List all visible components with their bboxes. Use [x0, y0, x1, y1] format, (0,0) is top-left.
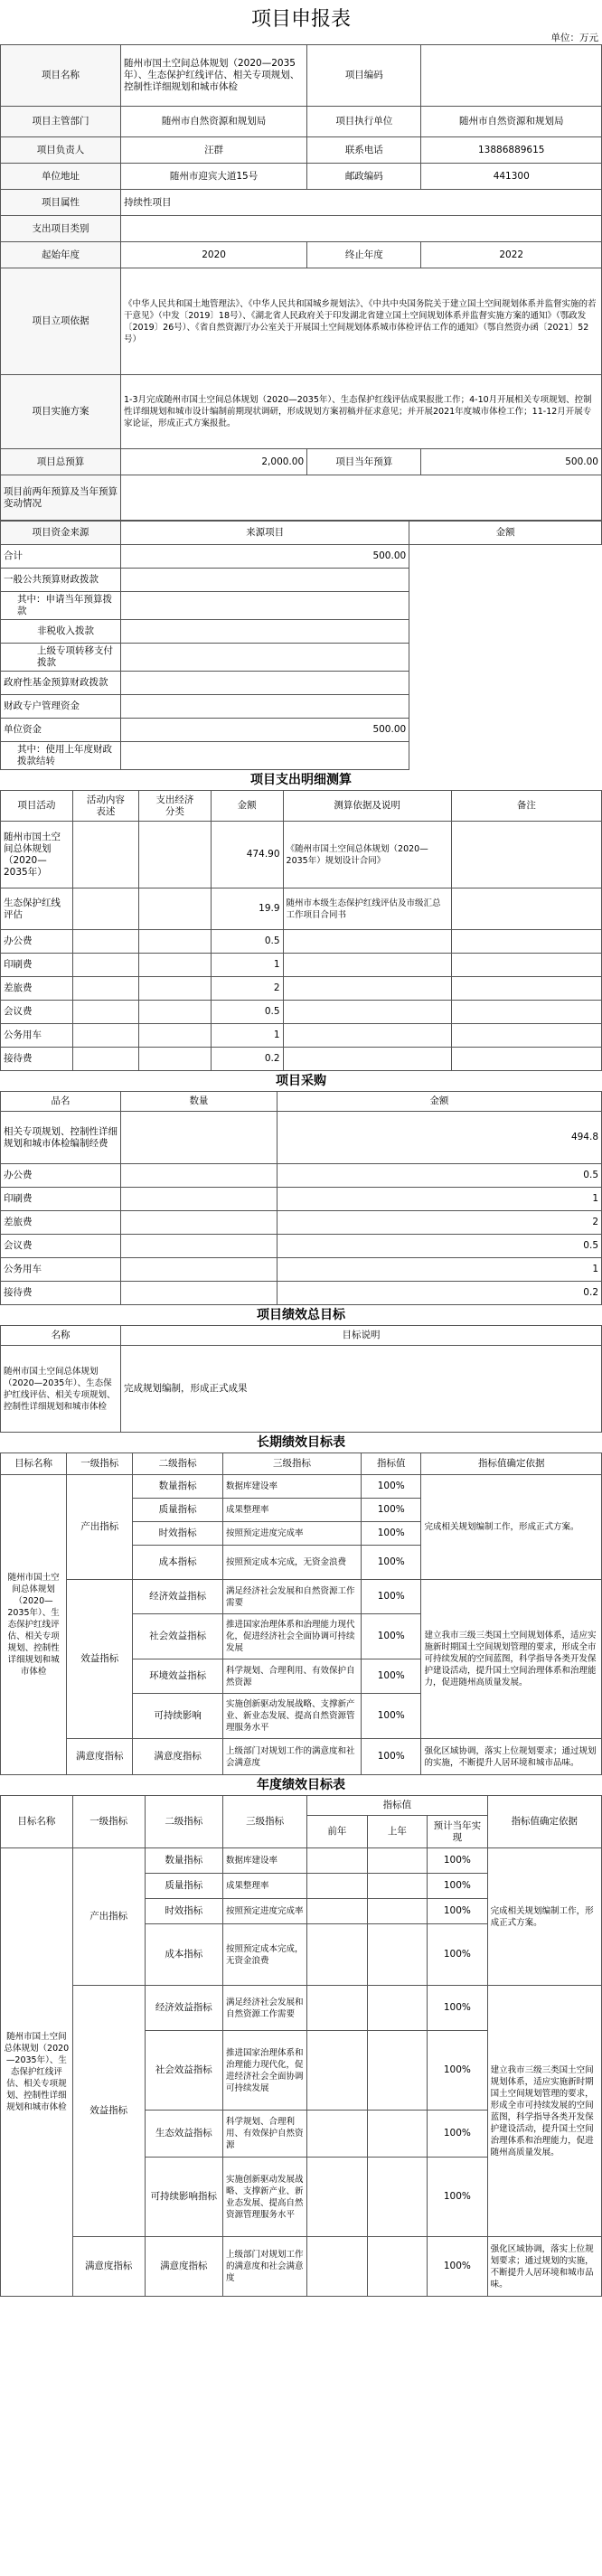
- zip-value: 441300: [421, 164, 602, 190]
- expense-amount: 0.5: [211, 930, 283, 954]
- expense-header: 活动内容 表述: [72, 791, 138, 822]
- phone-value: 13886889615: [421, 137, 602, 164]
- procure-row: [1, 1211, 602, 1235]
- annual-table: [0, 1775, 602, 2297]
- end-value: 2022: [421, 242, 602, 268]
- expense-row: [1, 1024, 602, 1048]
- zip-label: 邮政编码: [307, 164, 421, 190]
- longterm-l3: 推进国家治理体系和治理能力现代化，促进经济社会全面协调可持续发展: [223, 1614, 362, 1659]
- expense-note: [451, 888, 601, 930]
- perf-desc: 完成规划编制，形成正式成果: [121, 1346, 602, 1433]
- longterm-value: 100%: [361, 1475, 421, 1499]
- name-label: 项目名称: [1, 45, 121, 107]
- longterm-l2: 经济效益指标: [133, 1580, 223, 1614]
- procure-header: 品名: [1, 1092, 121, 1112]
- longterm-l3: 实施创新驱动发展战略、支撑新产业、新业态发展、提高自然资源管理服务水平: [223, 1694, 362, 1739]
- annual-title: 年度绩效目标表: [257, 1777, 345, 1792]
- annual-h-l1: 一级指标: [72, 1796, 145, 1848]
- longterm-l3: 按照预定成本完成，无资金浪费: [223, 1546, 362, 1580]
- annual-last: [367, 2158, 428, 2237]
- expense-amount: 19.9: [211, 888, 283, 930]
- annual-prev: [307, 2031, 368, 2111]
- expense-row: [1, 888, 602, 930]
- project-name: 随州市国土空间总体规划（2020—2035年）、生态保护红线评估、相关专项规划、控制性详细规划和城市体检: [121, 45, 307, 107]
- cat-value: [121, 216, 602, 242]
- longterm-target: 随州市国土空间总体规划（2020—2035年）、生态保护红线评估、相关专项规划、控制性详细规划和城市体检: [1, 1475, 67, 1775]
- expense-row: [1, 930, 602, 954]
- longterm-l3: 数据库建设率: [223, 1475, 362, 1499]
- perf-title: 项目绩效总目标: [257, 1307, 345, 1322]
- annual-l3: 按照预定成本完成，无资金浪费: [223, 1924, 307, 1986]
- longterm-row: [1, 1475, 602, 1499]
- annual-l3: 按照预定进度完成率: [223, 1899, 307, 1924]
- total-label: 项目总预算: [1, 449, 121, 475]
- funds-source: 合计: [1, 545, 121, 569]
- expense-econ: [138, 1001, 211, 1024]
- perf-header-desc: 目标说明: [121, 1326, 602, 1346]
- longterm-l2: 成本指标: [133, 1546, 223, 1580]
- longterm-row: [1, 1739, 602, 1775]
- annual-prev: [307, 2111, 368, 2158]
- procure-row: [1, 1164, 602, 1188]
- longterm-title: 长期绩效目标表: [257, 1434, 345, 1450]
- plan-value: 1-3月完成随州市国土空间总体规划（2020—2035年）、生态保护红线评估成果报批工作；4-10月开展相关专项规划、控制性详细规划和城市设计编制前期现状调研，形成规划方案初稿并征求意见；并开展2021年度城市体检工作；11-12月开展专家论证，形成正式方案报批。: [121, 375, 602, 449]
- procure-qty: [121, 1112, 277, 1164]
- funds-amount: [121, 569, 409, 592]
- funds-source: 非税收入拨款: [1, 620, 121, 644]
- annual-basis-output: 完成相关规划编制工作，形成正式方案。: [487, 1848, 601, 1986]
- funds-table: [0, 521, 602, 770]
- procure-name: 接待费: [1, 1282, 121, 1305]
- basis-value: 《中华人民共和国土地管理法》、《中华人民共和国城乡规划法》、《中共中央国务院关于建立国土空间规划体系并监督实施的若干意见》（中发〔2019〕18号）、《湖北省人民政府关于印发湖北省建立国土空间规划体系并监督实施方案的通知》（鄂政发〔2019〕26号）、《省自然资源厅办公室关于开展国土空间规划体系城市体检评估工作的通知》（鄂自然资办函〔2021〕52号）: [121, 268, 602, 375]
- annual-last: [367, 2111, 428, 2158]
- funds-amount: 500.00: [121, 719, 409, 742]
- exec-label: 项目执行单位: [307, 107, 421, 137]
- perf-name: 随州市国土空间总体规划（2020—2035年）、生态保护红线评估、相关专项规划、控制性详细规划和城市体检: [1, 1346, 121, 1433]
- expense-content: [72, 930, 138, 954]
- procure-name: 印刷费: [1, 1188, 121, 1211]
- funds-source: 一般公共预算财政拨款: [1, 569, 121, 592]
- expense-basis: 《随州市国土空间总体规划（2020—2035年）规划设计合同》: [283, 822, 451, 888]
- procure-qty: [121, 1188, 277, 1211]
- procure-amount: 1: [277, 1188, 601, 1211]
- annual-prev: [307, 1899, 368, 1924]
- expense-amount: 474.90: [211, 822, 283, 888]
- expense-row: [1, 1001, 602, 1024]
- longterm-l3: 上级部门对规划工作的满意度和社会满意度: [223, 1739, 362, 1775]
- attr-value: 持续性项目: [121, 190, 602, 216]
- longterm-l1-output: 产出指标: [67, 1475, 133, 1580]
- procure-amount: 0.5: [277, 1164, 601, 1188]
- annual-now: 100%: [428, 1848, 488, 1874]
- attr-label: 项目属性: [1, 190, 121, 216]
- annual-l3: 实施创新驱动发展战略、支撑新产业、新业态发展、提高自然资源管理服务水平: [223, 2158, 307, 2237]
- end-label: 终止年度: [307, 242, 421, 268]
- expense-content: [72, 888, 138, 930]
- annual-now: 100%: [428, 2158, 488, 2237]
- expense-basis: 随州市本级生态保护红线评估及市级汇总工作项目合同书: [283, 888, 451, 930]
- expense-title: 项目支出明细测算: [250, 772, 352, 787]
- procure-name: 相关专项规划、控制性详细规划和城市体检编制经费: [1, 1112, 121, 1164]
- funds-source: 单位资金: [1, 719, 121, 742]
- funds-row: [1, 742, 602, 770]
- expense-note: [451, 977, 601, 1001]
- expense-content: [72, 822, 138, 888]
- longterm-header: 指标值确定依据: [421, 1453, 602, 1475]
- annual-l2: 社会效益指标: [145, 2031, 222, 2111]
- basis-label: 项目立项依据: [1, 268, 121, 375]
- annual-row: [1, 2237, 602, 2297]
- longterm-table: [0, 1433, 602, 1775]
- annual-l3: 满足经济社会发展和自然资源工作需要: [223, 1986, 307, 2031]
- annual-l2: 质量指标: [145, 1874, 222, 1899]
- perf-header-name: 名称: [1, 1326, 121, 1346]
- expense-activity: 接待费: [1, 1048, 73, 1071]
- funds-source: 财政专户管理资金: [1, 695, 121, 719]
- expense-header: 支出经济 分类: [138, 791, 211, 822]
- expense-note: [451, 1001, 601, 1024]
- person-value: 汪群: [121, 137, 307, 164]
- procure-amount: 2: [277, 1211, 601, 1235]
- longterm-l3: 按照预定进度完成率: [223, 1522, 362, 1546]
- funds-amount: [121, 620, 409, 644]
- annual-now: 100%: [428, 1986, 488, 2031]
- procure-name: 会议费: [1, 1235, 121, 1258]
- expense-activity: 差旅费: [1, 977, 73, 1001]
- longterm-l2: 社会效益指标: [133, 1614, 223, 1659]
- funds-row: [1, 569, 602, 592]
- addr-label: 单位地址: [1, 164, 121, 190]
- annual-row: [1, 1848, 602, 1874]
- annual-h-basis: 指标值确定依据: [487, 1796, 601, 1848]
- change-label: 项目前两年预算及当年预算变动情况: [1, 475, 121, 521]
- expense-basis: [283, 930, 451, 954]
- annual-prev: [307, 2158, 368, 2237]
- longterm-l2: 时效指标: [133, 1522, 223, 1546]
- annual-l2: 生态效益指标: [145, 2111, 222, 2158]
- year-label: 项目当年预算: [307, 449, 421, 475]
- funds-amount: [121, 644, 409, 672]
- longterm-l1-satisfy: 满意度指标: [67, 1739, 133, 1775]
- start-value: 2020: [121, 242, 307, 268]
- longterm-value: 100%: [361, 1522, 421, 1546]
- longterm-header: 三级指标: [223, 1453, 362, 1475]
- funds-row: [1, 620, 602, 644]
- expense-activity: 公务用车: [1, 1024, 73, 1048]
- procure-row: [1, 1258, 602, 1282]
- annual-l1-satisfy: 满意度指标: [72, 2237, 145, 2297]
- longterm-l2: 数量指标: [133, 1475, 223, 1499]
- procure-header: 数量: [121, 1092, 277, 1112]
- expense-row: [1, 1048, 602, 1071]
- expense-amount: 0.5: [211, 1001, 283, 1024]
- annual-basis-effect: 建立我市三级三类国土空间规划体系，适应实施新时期国土空间规划管理的要求，形成全市可持续发展的空间蓝图，科学指导各类开发保护建设活动，提升国土空间治理体系和治理能力，促进随州高质量发展。: [487, 1986, 601, 2237]
- expense-basis: [283, 977, 451, 1001]
- funds-amount: [121, 695, 409, 719]
- annual-h-prev: 前年: [307, 1816, 368, 1848]
- cat-label: 支出项目类别: [1, 216, 121, 242]
- expense-note: [451, 954, 601, 977]
- procure-row: [1, 1112, 602, 1164]
- annual-l2: 时效指标: [145, 1899, 222, 1924]
- annual-l3: 上级部门对规划工作的满意度和社会满意度: [223, 2237, 307, 2297]
- funds-row: [1, 545, 602, 569]
- annual-l3: 推进国家治理体系和治理能力现代化，促进经济社会全面协调可持续发展: [223, 2031, 307, 2111]
- annual-l2: 成本指标: [145, 1924, 222, 1986]
- longterm-l3: 满足经济社会发展和自然资源工作需要: [223, 1580, 362, 1614]
- funds-source: 其中：使用上年度财政拨款结转: [1, 742, 121, 770]
- exec-value: 随州市自然资源和规划局: [421, 107, 602, 137]
- procure-amount: 494.8: [277, 1112, 601, 1164]
- longterm-value: 100%: [361, 1739, 421, 1775]
- annual-h-target: 目标名称: [1, 1796, 73, 1848]
- procure-name: 公务用车: [1, 1258, 121, 1282]
- funds-row: [1, 644, 602, 672]
- annual-row: [1, 1986, 602, 2031]
- funds-source: 上级专项转移支付拨款: [1, 644, 121, 672]
- longterm-l2: 满意度指标: [133, 1739, 223, 1775]
- expense-basis: [283, 1024, 451, 1048]
- funds-row: [1, 592, 602, 620]
- phone-label: 联系电话: [307, 137, 421, 164]
- procure-table: [0, 1071, 602, 1305]
- annual-now: 100%: [428, 1874, 488, 1899]
- expense-econ: [138, 930, 211, 954]
- annual-l3: 成果整理率: [223, 1874, 307, 1899]
- expense-content: [72, 1048, 138, 1071]
- annual-last: [367, 1874, 428, 1899]
- funds-header-source: 来源项目: [121, 522, 409, 545]
- procure-amount: 0.2: [277, 1282, 601, 1305]
- annual-l2: 可持续影响指标: [145, 2158, 222, 2237]
- annual-last: [367, 2031, 428, 2111]
- expense-amount: 0.2: [211, 1048, 283, 1071]
- expense-econ: [138, 888, 211, 930]
- annual-h-val: 指标值: [307, 1796, 488, 1816]
- expense-basis: [283, 954, 451, 977]
- longterm-basis-satisfy: 强化区域协调，落实上位规划要求；通过规划的实施，不断提升人居环境和城市品味。: [421, 1739, 602, 1775]
- annual-prev: [307, 1874, 368, 1899]
- total-value: 2,000.00: [121, 449, 307, 475]
- addr-value: 随州市迎宾大道15号: [121, 164, 307, 190]
- funds-label: 项目资金来源: [1, 522, 121, 545]
- annual-last: [367, 1848, 428, 1874]
- expense-activity: 会议费: [1, 1001, 73, 1024]
- expense-basis: [283, 1048, 451, 1071]
- expense-header: 备注: [451, 791, 601, 822]
- expense-row: [1, 977, 602, 1001]
- annual-h-last: 上年: [367, 1816, 428, 1848]
- procure-title: 项目采购: [276, 1073, 326, 1088]
- expense-activity: 随州市国土空间总体规划（2020—2035年）: [1, 822, 73, 888]
- expense-basis: [283, 1001, 451, 1024]
- expense-note: [451, 930, 601, 954]
- year-value: 500.00: [421, 449, 602, 475]
- annual-last: [367, 1986, 428, 2031]
- annual-l2: 满意度指标: [145, 2237, 222, 2297]
- expense-content: [72, 1001, 138, 1024]
- expense-econ: [138, 1024, 211, 1048]
- annual-prev: [307, 1848, 368, 1874]
- annual-now: 100%: [428, 1924, 488, 1986]
- annual-l3: 科学规划、合理利用、有效保护自然资源: [223, 2111, 307, 2158]
- funds-source: 其中：申请当年预算拨款: [1, 592, 121, 620]
- funds-amount: [121, 592, 409, 620]
- procure-name: 办公费: [1, 1164, 121, 1188]
- annual-now: 100%: [428, 2111, 488, 2158]
- expense-activity: 生态保护红线评估: [1, 888, 73, 930]
- longterm-l3: 成果整理率: [223, 1499, 362, 1522]
- longterm-l2: 质量指标: [133, 1499, 223, 1522]
- annual-last: [367, 2237, 428, 2297]
- annual-now: 100%: [428, 2031, 488, 2111]
- annual-target: 随州市国土空间总体规划（2020—2035年）、生态保护红线评估、相关专项规划、控制性详细规划和城市体检: [1, 1848, 73, 2297]
- annual-now: 100%: [428, 1899, 488, 1924]
- longterm-basis-effect: 建立我市三级三类国土空间规划体系，适应实施新时期国土空间规划管理的要求，形成全市可持续发展的空间蓝图，科学指导各类开发保护建设活动，提升国土空间治理体系和治理能力，促进随州高质量发展。: [421, 1580, 602, 1739]
- expense-content: [72, 954, 138, 977]
- longterm-l1-effect: 效益指标: [67, 1580, 133, 1739]
- longterm-l2: 环境效益指标: [133, 1659, 223, 1694]
- annual-last: [367, 1899, 428, 1924]
- annual-last: [367, 1924, 428, 1986]
- longterm-header: 指标值: [361, 1453, 421, 1475]
- page-title: 项目申报表: [250, 8, 351, 31]
- annual-l2: 数量指标: [145, 1848, 222, 1874]
- annual-prev: [307, 2237, 368, 2297]
- annual-l3: 数据库建设率: [223, 1848, 307, 1874]
- longterm-header: 目标名称: [1, 1453, 67, 1475]
- expense-note: [451, 822, 601, 888]
- expense-econ: [138, 1048, 211, 1071]
- expense-amount: 2: [211, 977, 283, 1001]
- funds-header-amount: 金额: [409, 522, 602, 545]
- expense-econ: [138, 954, 211, 977]
- expense-header: 测算依据及说明: [283, 791, 451, 822]
- annual-now: 100%: [428, 2237, 488, 2297]
- expense-note: [451, 1024, 601, 1048]
- person-label: 项目负责人: [1, 137, 121, 164]
- annual-l1-output: 产出指标: [72, 1848, 145, 1986]
- longterm-l2: 可持续影响: [133, 1694, 223, 1739]
- longterm-value: 100%: [361, 1546, 421, 1580]
- longterm-header: 一级指标: [67, 1453, 133, 1475]
- unit-label: 单位：万元: [550, 33, 598, 43]
- longterm-value: 100%: [361, 1499, 421, 1522]
- longterm-value: 100%: [361, 1659, 421, 1694]
- expense-note: [451, 1048, 601, 1071]
- expense-amount: 1: [211, 954, 283, 977]
- procure-row: [1, 1235, 602, 1258]
- longterm-header: 二级指标: [133, 1453, 223, 1475]
- plan-label: 项目实施方案: [1, 375, 121, 449]
- funds-row: [1, 719, 602, 742]
- longterm-value: 100%: [361, 1694, 421, 1739]
- perf-table: [0, 1305, 602, 1433]
- change-value: [121, 475, 602, 521]
- expense-activity: 印刷费: [1, 954, 73, 977]
- expense-amount: 1: [211, 1024, 283, 1048]
- annual-h-l3: 三级指标: [223, 1796, 307, 1848]
- funds-row: [1, 695, 602, 719]
- procure-amount: 1: [277, 1258, 601, 1282]
- procure-row: [1, 1188, 602, 1211]
- annual-basis-satisfy: 强化区域协调，落实上位规划要求；通过规划的实施，不断提升人居环境和城市品味。: [487, 2237, 601, 2297]
- funds-amount: [121, 672, 409, 695]
- procure-qty: [121, 1282, 277, 1305]
- procure-header: 金额: [277, 1092, 601, 1112]
- longterm-basis-output: 完成相关规划编制工作，形成正式方案。: [421, 1475, 602, 1580]
- funds-amount: [121, 742, 409, 770]
- annual-h-l2: 二级指标: [145, 1796, 222, 1848]
- expense-header: 项目活动: [1, 791, 73, 822]
- procure-qty: [121, 1211, 277, 1235]
- annual-prev: [307, 1986, 368, 2031]
- expense-econ: [138, 822, 211, 888]
- dept-value: 随州市自然资源和规划局: [121, 107, 307, 137]
- project-code: [421, 45, 602, 107]
- annual-prev: [307, 1924, 368, 1986]
- code-label: 项目编码: [307, 45, 421, 107]
- basic-info-table: [0, 44, 602, 521]
- annual-l1-effect: 效益指标: [72, 1986, 145, 2237]
- annual-h-now: 预计当年实现: [428, 1816, 488, 1848]
- longterm-row: [1, 1580, 602, 1614]
- expense-row: [1, 954, 602, 977]
- funds-amount: 500.00: [121, 545, 409, 569]
- dept-label: 项目主管部门: [1, 107, 121, 137]
- longterm-value: 100%: [361, 1580, 421, 1614]
- start-label: 起始年度: [1, 242, 121, 268]
- annual-l2: 经济效益指标: [145, 1986, 222, 2031]
- procure-qty: [121, 1235, 277, 1258]
- longterm-value: 100%: [361, 1614, 421, 1659]
- procure-amount: 0.5: [277, 1235, 601, 1258]
- expense-activity: 办公费: [1, 930, 73, 954]
- expense-econ: [138, 977, 211, 1001]
- procure-qty: [121, 1164, 277, 1188]
- funds-row: [1, 672, 602, 695]
- expense-table: [0, 770, 602, 1071]
- longterm-l3: 科学规划、合理利用、有效保护自然资源: [223, 1659, 362, 1694]
- expense-header: 金额: [211, 791, 283, 822]
- procure-name: 差旅费: [1, 1211, 121, 1235]
- expense-content: [72, 1024, 138, 1048]
- expense-content: [72, 977, 138, 1001]
- funds-source: 政府性基金预算财政拨款: [1, 672, 121, 695]
- procure-row: [1, 1282, 602, 1305]
- procure-qty: [121, 1258, 277, 1282]
- expense-row: [1, 822, 602, 888]
